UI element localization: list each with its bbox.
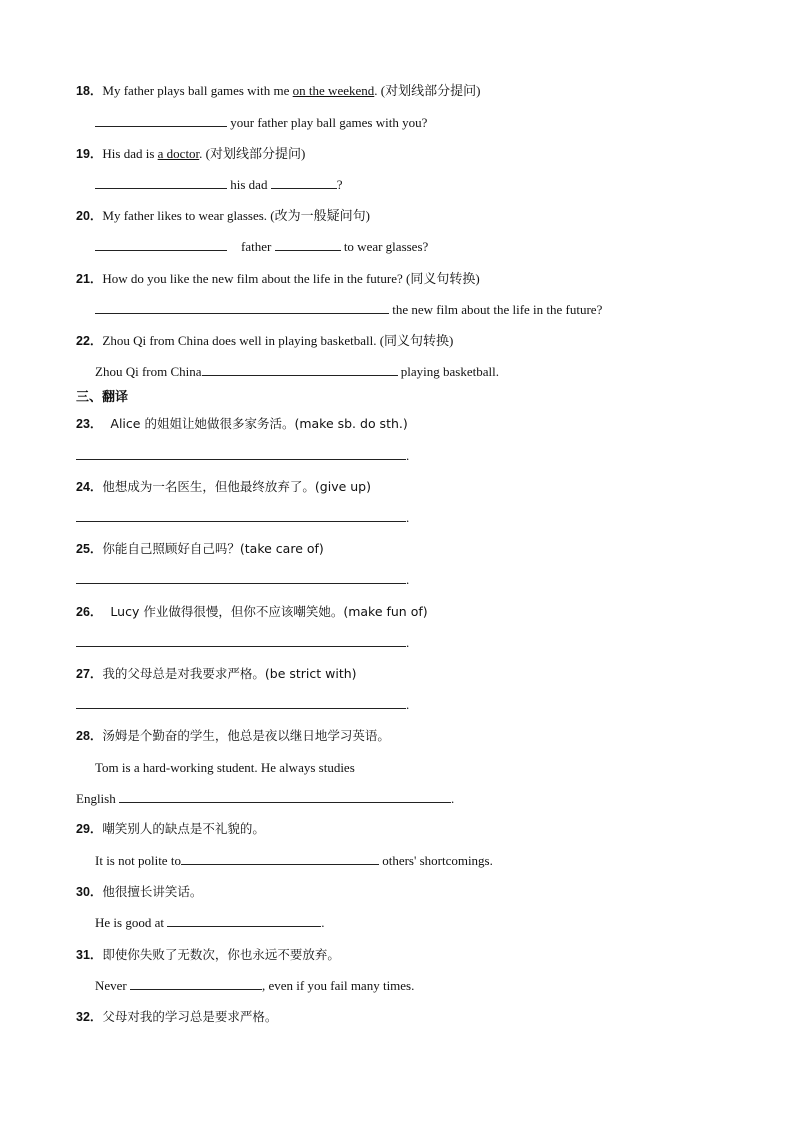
answer-blank[interactable] xyxy=(181,852,379,865)
answer-blank[interactable] xyxy=(76,509,406,522)
answer-text: others' shortcomings. xyxy=(378,853,493,868)
question-text: 父母对我的学习总是要求严格。 xyxy=(102,1009,278,1024)
answer-blank[interactable] xyxy=(119,790,451,803)
question-text: His dad is xyxy=(102,146,158,161)
question-text: Alice 的姐姐让她做很多家务活。(make sb. do sth.) xyxy=(110,416,408,431)
answer-24 xyxy=(76,509,409,527)
question-24 xyxy=(76,478,371,496)
question-text: My father plays ball games with me xyxy=(102,83,293,98)
answer-19 xyxy=(95,176,342,194)
question-29 xyxy=(76,820,265,838)
answer-30 xyxy=(95,914,324,932)
underlined-phrase: a doctor xyxy=(157,146,200,161)
answer-blank[interactable] xyxy=(95,301,389,314)
question-text: Lucy 作业做得很慢，但你不应该嘲笑她。(make fun of) xyxy=(110,604,428,619)
answer-blank[interactable] xyxy=(275,238,341,251)
answer-29 xyxy=(95,852,493,870)
question-text: 你能自己照顾好自己吗？(take care of) xyxy=(102,541,324,556)
answer-blank[interactable] xyxy=(76,571,406,584)
answer-22 xyxy=(95,363,499,381)
answer-text: his dad xyxy=(227,177,271,192)
question-number: 27． xyxy=(76,667,103,681)
question-text: My father likes to wear glasses. (改为一般疑问句) xyxy=(102,208,370,223)
question-21 xyxy=(76,270,480,288)
answer-27 xyxy=(76,696,409,714)
question-31 xyxy=(76,946,340,964)
answer-text: , even if you fail many times. xyxy=(262,978,415,993)
answer-text: your father play ball games with you? xyxy=(227,115,428,130)
question-32 xyxy=(76,1008,277,1026)
question-20 xyxy=(76,207,370,225)
question-27 xyxy=(76,665,357,683)
question-30 xyxy=(76,883,202,901)
question-text: 他很擅长讲笑话。 xyxy=(102,884,203,899)
answer-28-line1 xyxy=(95,759,355,777)
answer-text: ? xyxy=(336,177,343,192)
question-number: 19． xyxy=(76,147,103,161)
answer-21 xyxy=(95,301,602,319)
question-text: 即使你失败了无数次，你也永远不要放弃。 xyxy=(102,947,340,962)
period: . xyxy=(450,791,455,806)
answer-blank[interactable] xyxy=(95,238,227,251)
answer-blank[interactable] xyxy=(95,114,227,127)
question-number: 28． xyxy=(76,729,103,743)
question-22 xyxy=(76,332,453,350)
question-number: 21． xyxy=(76,272,103,286)
question-25 xyxy=(76,540,324,558)
answer-20 xyxy=(95,238,428,256)
question-text: 他想成为一名医生，但他最终放弃了。(give up) xyxy=(102,479,371,494)
question-text: 汤姆是个勤奋的学生，他总是夜以继日地学习英语。 xyxy=(102,728,390,743)
underlined-phrase: on the weekend xyxy=(292,83,375,98)
answer-26 xyxy=(76,634,409,652)
section-heading: 三、翻译 xyxy=(76,390,129,405)
answer-28-line2 xyxy=(76,790,454,808)
answer-text: to wear glasses? xyxy=(340,239,429,254)
question-19 xyxy=(76,145,305,163)
period: . xyxy=(406,510,410,525)
answer-blank[interactable] xyxy=(76,634,406,647)
question-18 xyxy=(76,82,480,100)
answer-blank[interactable] xyxy=(271,176,337,189)
question-text: How do you like the new film about the life in the future? (同义句转换) xyxy=(102,271,480,286)
question-number: 26． xyxy=(76,605,103,619)
answer-31 xyxy=(95,977,414,995)
answer-text: He is good at xyxy=(95,915,168,930)
answer-25 xyxy=(76,571,409,589)
period: . xyxy=(406,572,410,587)
question-number: 22． xyxy=(76,334,103,348)
period: . xyxy=(406,635,410,650)
answer-blank[interactable] xyxy=(167,914,321,927)
question-number: 18． xyxy=(76,84,103,98)
question-number: 24． xyxy=(76,480,103,494)
answer-18 xyxy=(95,114,427,132)
answer-text: . xyxy=(321,915,325,930)
question-instruction: . (对划线部分提问) xyxy=(374,83,481,98)
question-23 xyxy=(76,415,408,433)
question-number: 29． xyxy=(76,822,103,836)
answer-text: It is not polite to xyxy=(95,853,181,868)
answer-text: Zhou Qi from China xyxy=(95,364,202,379)
question-number: 31． xyxy=(76,948,103,962)
answer-23 xyxy=(76,447,409,465)
question-text: 我的父母总是对我要求严格。(be strict with) xyxy=(102,666,357,681)
answer-blank[interactable] xyxy=(76,447,406,460)
answer-blank[interactable] xyxy=(76,696,406,709)
answer-text: playing basketball. xyxy=(397,364,499,379)
question-28 xyxy=(76,727,390,745)
question-instruction: . (对划线部分提问) xyxy=(199,146,306,161)
answer-text: father xyxy=(241,239,275,254)
answer-text: the new film about the life in the future? xyxy=(389,302,603,317)
question-26 xyxy=(76,603,428,621)
period: . xyxy=(406,697,410,712)
question-number: 23． xyxy=(76,417,103,431)
question-number: 30． xyxy=(76,885,103,899)
period: . xyxy=(406,448,410,463)
answer-blank[interactable] xyxy=(95,176,227,189)
answer-text: Never xyxy=(95,978,131,993)
answer-text: English xyxy=(76,791,119,806)
question-text: Zhou Qi from China does well in playing basketball. (同义句转换) xyxy=(102,333,454,348)
answer-blank[interactable] xyxy=(130,977,262,990)
question-text: 嘲笑别人的缺点是不礼貌的。 xyxy=(102,821,265,836)
answer-text: Tom is a hard-working student. He always studies xyxy=(95,760,355,775)
question-number: 25． xyxy=(76,542,103,556)
question-number: 32． xyxy=(76,1010,103,1024)
answer-blank[interactable] xyxy=(202,363,398,376)
question-number: 20． xyxy=(76,209,103,223)
